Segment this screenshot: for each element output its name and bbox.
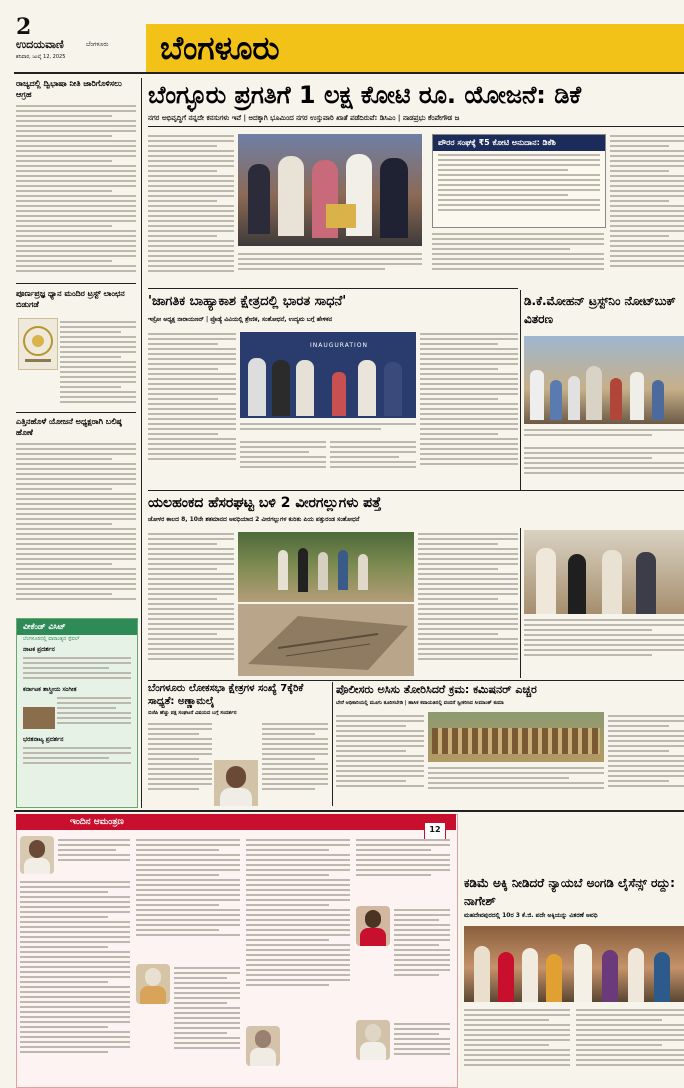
- invitation-col1: [20, 878, 130, 1078]
- space-photo: [240, 332, 416, 418]
- invitation-col3: [246, 836, 350, 1022]
- paper-name: ಉದಯವಾಣಿ: [16, 38, 64, 51]
- weekend-box-header: ವೀಕೆಂಡ್ ವಿಸಿಟ್: [17, 619, 137, 635]
- lead-body-col3: [610, 132, 684, 286]
- loksabha-body-col2: [262, 720, 328, 806]
- police-body-col1: [336, 712, 424, 806]
- police-body-col2: [428, 764, 604, 806]
- space-body-col2: [240, 438, 326, 486]
- calendar-day: 12: [429, 825, 441, 834]
- loksabha-right-rule: [332, 682, 333, 806]
- lead-subhead: ನಗರ ಅಭಿವೃದ್ಧಿಗೆ ನನ್ನದೇ ಕನಸುಗಳು ಇವೆ | ಅದಕ್ಕಾಗಿ ಭೂಮಿಂದ ನಗರ ಉಸ್ತುವಾರಿ ಖಾತೆ ಪಡೆದಿರುವೆ: ಡಿಸಿಎಂ | ನಾಡಪ್ರಭು ಕೆಂಪೇಗೌಡ ಜ: [148, 114, 460, 122]
- herostone-right-rule: [520, 528, 521, 678]
- weekend-box: [16, 618, 138, 808]
- invitation-col2-bottom: [174, 964, 240, 1082]
- lead-subhead-rule: [148, 126, 684, 127]
- rice-subhead: ಮಹದೇವಪುರದಲ್ಲಿ 10ರ 3 ಕೆ.ಜಿ. ಪದೇ ಅಕ್ಕಿಯನ್ನು ವಿತರಣೆ ಅವಧಿ: [464, 912, 598, 919]
- invitation-portrait-4: [356, 906, 390, 946]
- weekend-item-dance: ಭರತನಾಟ್ಯ ಪ್ರದರ್ಶನ: [23, 736, 64, 743]
- weekend-item-drama-body: [17, 654, 137, 684]
- notebook-left-rule: [520, 290, 521, 490]
- police-body-col3: [608, 712, 684, 806]
- loksabha-headline: ಬೆಂಗಳೂರು ಲೋಕಸಭಾ ಕ್ಷೇತ್ರಗಳ ಸಂಖ್ಯೆ 7ಕ್ಕೆರಿಕೆ ಸಾಧ್ಯತೆ: ಅಣ್ಣಾಮಲೈ: [148, 683, 304, 707]
- sidebar-body: [433, 151, 605, 223]
- herostone-body-col2: [418, 530, 518, 678]
- weekend-item-music-body: [57, 694, 137, 734]
- herostone-body-col1: [148, 530, 234, 678]
- weekend-item-dance-body: [17, 744, 137, 774]
- rice-body-col2: [576, 1006, 684, 1084]
- left-story3-title: ಎತ್ತಿನಹೊಳೆ ಯೋಜನೆ ಅಧ್ಯಕ್ಷರಾಗಿ ಬಲಿಷ್ಠ ಹೊಣೆ: [16, 417, 122, 437]
- hero-stone-carving: [238, 604, 414, 676]
- weekend-music-photo: [23, 707, 55, 729]
- masthead-rule: [14, 72, 684, 74]
- loksabha-body-col1: [148, 720, 212, 806]
- herostone-side-body: [524, 616, 684, 678]
- left-divider-2: [16, 412, 136, 413]
- notebook-headline: ಡಿ.ಕೆ.ಮೋಹನ್ ಟ್ರಸ್ಟ್‌ನಿಂ ನೋಟ್‌ಬುಕ್ ವಿತರಣ: [524, 294, 676, 326]
- section-title: ಬೆಂಗಳೂರು: [160, 29, 280, 67]
- trust-logo-emblem: [19, 319, 57, 369]
- loksabha-portrait: [214, 760, 258, 806]
- invitation-col1-top: [58, 836, 130, 876]
- rice-photo: [464, 926, 684, 1002]
- notebook-caption: [524, 426, 684, 442]
- trust-logo: [18, 318, 58, 370]
- bottom-section-rule: [14, 810, 684, 812]
- notebook-body: [524, 444, 684, 488]
- weekend-item-drama: ನಾಟಕ ಪ್ರದರ್ಶನ: [23, 646, 55, 653]
- invitation-col4-mid: [394, 906, 450, 1016]
- rice-headline: ಕಡಿಮೆ ಅಕ್ಕಿ ನೀಡಿದರೆ ನ್ಯಾಯಬೆ ಅಂಗಡಿ ಲೈಸೆನ್ಸ್ ರದ್ದು: ನಾಗೇಶ್: [464, 876, 675, 908]
- lead-body-col1: [148, 132, 234, 282]
- rice-body-col1: [464, 1006, 570, 1084]
- herostone-headline: ಯಲಹಂಕದ ಹೆಸರಘಟ್ಟ ಬಳಿ 2 ವೀರಗಲ್ಲುಗಳು ಪತ್ತೆ: [148, 495, 382, 511]
- left-story2-body: [60, 318, 136, 408]
- lead-bottom-rule: [148, 288, 518, 289]
- loksabha-subhead: ಬಿಜೆಪಿ ಹೆಚ್ಚು ಪಕ್ಷ ಸಂಘಟನೆ ವಿಷಯದ ಬಗ್ಗೆ ಸಂದರ್ಶನ: [148, 710, 237, 716]
- herostone-subhead: ಚೋಳರ ಕಾಲದ 8, 10ನೇ ಶತಮಾನದ ಅವಧಿಯಾದ 2 ವೀರಗಲ್ಲುಗಳ ಕುರಿತು ಪಿಯ ಪತ್ತುರಂಡ ಸಂಶೋಧನೆ: [148, 516, 360, 523]
- weekend-item-music: ಕರ್ನಾಟಕ ಶಾಸ್ತ್ರೀಯ ಸಂಗೀತ: [23, 686, 77, 693]
- lower-rule: [148, 680, 684, 681]
- police-parade-photo: [428, 712, 604, 762]
- space-photo-caption: [240, 420, 416, 436]
- invitation-col4: [356, 836, 450, 902]
- invitation-col4-bottom: [394, 1020, 450, 1080]
- left-story1-title: ರಾಜ್ಯದಲ್ಲಿ ದ್ವಿಭಾಷಾ ನೀತಿ ಜಾರಿಗೊಳಿಸಲು ಆಗ್ರಹ: [16, 79, 122, 99]
- invitation-portrait-3: [246, 1026, 280, 1066]
- police-headline: ಪೊಲೀಸರು ಅಸಿಸು ತೋರಿಸಿದರೆ ಕ್ರಮ: ಕಮಿಷನರ್ ಎಚ್ಚರ: [336, 683, 537, 696]
- mid-rule: [148, 490, 684, 491]
- lead-photo-caption: [238, 250, 422, 280]
- space-body-col1: [148, 330, 236, 480]
- invitation-portrait-5: [356, 1020, 390, 1060]
- invitation-portrait-1: [20, 836, 54, 874]
- police-subhead: ಬೇರೆ ಅಧಿಕಾರಿಯಲ್ಲಿ ಮೂಗು ತೂರಿಸಬೇಡಿ | ಹಾಸಿಕ ಕವಾಯತಿನಲ್ಲಿ ವಂದನೆ ಸ್ವೀಕರಿಸಿದ ಸೀಮಾಂತ್ ಕುಮಾ: [336, 700, 504, 706]
- page-number: 2: [16, 14, 32, 40]
- lead-body-col2: [432, 230, 604, 286]
- sidebar-title: ಪೌರರ ಸಂಘಕ್ಕೆ ₹5 ಕೋಟಿ ಅನುದಾನ: ಡಿಕೆಶಿ: [433, 135, 605, 151]
- invitation-col2: [136, 836, 240, 960]
- sidebar-box: [432, 134, 606, 228]
- space-body-col4: [420, 330, 518, 486]
- herostone-photo-group: [238, 532, 414, 602]
- space-subhead: ಇಸ್ರೋ ಅಧ್ಯಕ್ಷ ನಾರಾಯಣನ್ | ಪ್ರೊಡ್ಯೆ ವಿವಿಯಲ್ಲಿ ಶ್ರೇಣಿಕ, ಸಂಶೋಧನೆ, ಉದ್ಯಮ ಬಗ್ಗೆ ಹೇಳಿಕನ: [148, 316, 333, 323]
- notebook-photo: [524, 336, 684, 424]
- space-body-col3: [330, 438, 416, 486]
- herostone-photo-stone: [238, 604, 414, 676]
- edition-label: ಬೆಂಗಳೂರು: [86, 41, 109, 48]
- left-divider-1: [16, 283, 136, 284]
- left-story3-body: [16, 440, 136, 610]
- space-banner-text: INAUGURATION: [310, 342, 369, 349]
- invitation-title: ಇಂದಿನ ಆಮಂತ್ರಣ: [70, 817, 124, 827]
- left-story2-title: ಪೂರ್ಣಪ್ರಜ್ಞ ಧ್ಯಾನ ಮಂದಿರ ಟ್ರಸ್ಟ್ ಲಾಂಛನ ಬಿಡುಗಡೆ: [16, 289, 125, 309]
- left-column-rule: [141, 78, 142, 808]
- space-headline: 'ಜಾಗತಿಕ ಬಾಹ್ಯಾಕಾಶ ಕ್ಷೇತ್ರದಲ್ಲಿ ಭಾರತ ಸಾಧನೆ': [148, 294, 347, 309]
- invitation-portrait-2: [136, 964, 170, 1004]
- lead-photo: [238, 134, 422, 246]
- weekend-box-subtitle: ಬೆಂಗಳೂರಿನಲ್ಲಿ ವಾರಾಂತ್ಯದ ಸ್ಪೆಷಲ್: [23, 636, 80, 642]
- herostone-side-photo: [524, 530, 684, 614]
- left-story1-body: [16, 102, 136, 280]
- issue-date: ಶನಿವಾರ, ಜುಲೈ 12, 2025: [16, 54, 66, 60]
- lead-headline: ಬೆಂಗ್ಳೂರು ಪ್ರಗತಿಗೆ 1 ಲಕ್ಷ ಕೋಟಿ ರೂ. ಯೋಜನೆ: ಡಿಕೆ: [148, 81, 582, 109]
